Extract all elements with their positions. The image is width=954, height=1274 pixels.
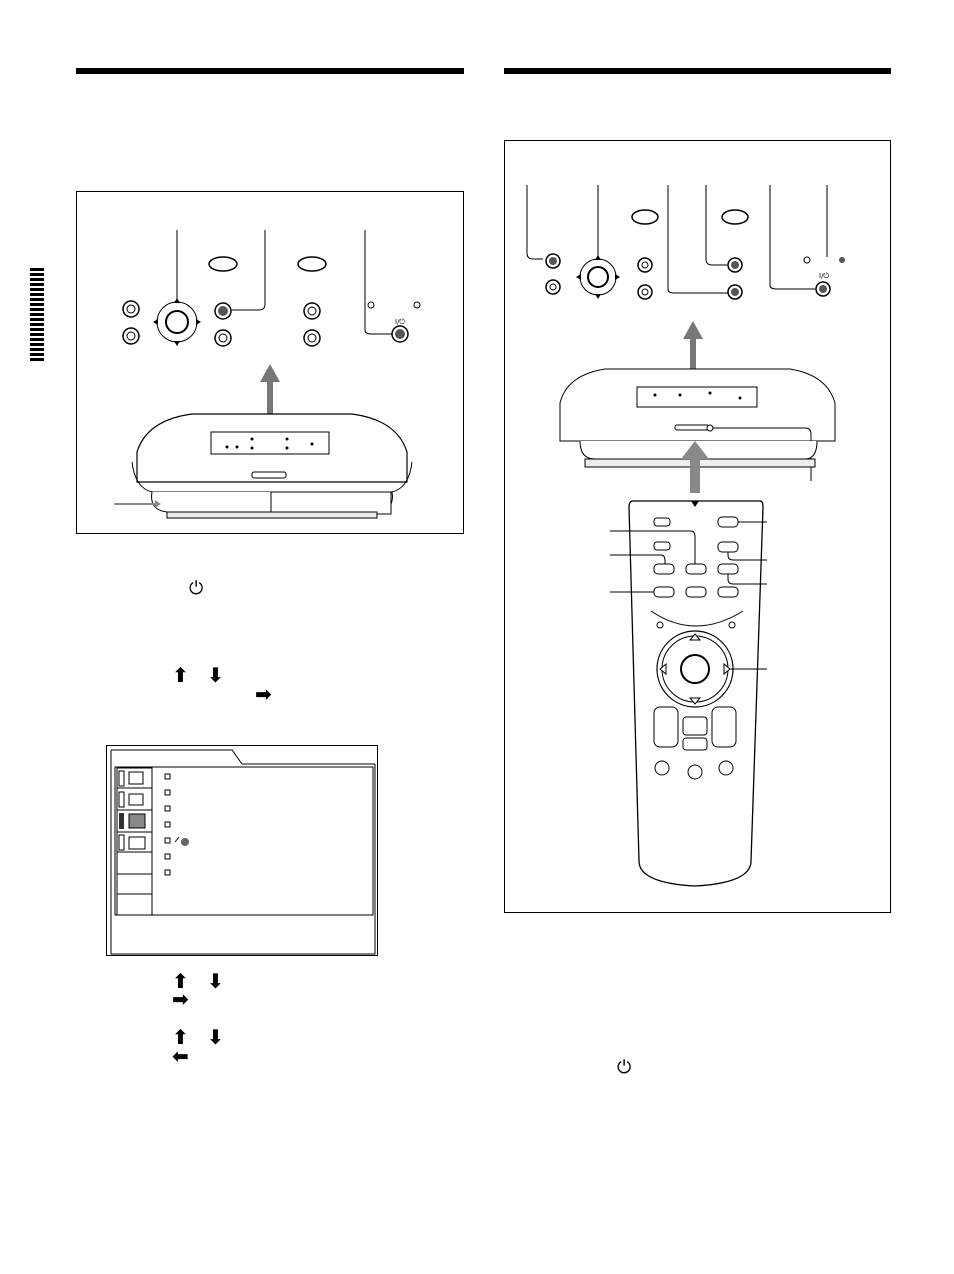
right-arrow-icon: ➡ [172,987,189,1011]
power-switch-marking: I/⏻ [819,272,829,280]
down-arrow-icon: ⬇ [207,1025,224,1049]
panel-and-remote-figure [504,140,891,913]
power-switch-marking: I/⏻ [395,318,405,326]
menu-screen-figure [106,745,378,956]
up-arrow-icon: ⬆ [172,969,189,993]
panel-and-remote-illustration [505,141,892,914]
down-arrow-icon: ⬇ [207,663,224,687]
right-arrow-icon: ➡ [255,682,272,706]
left-arrow-icon: ⬅ [172,1044,189,1068]
section-index-tab [30,268,44,362]
power-icon: ⏻ [189,578,204,599]
right-heading-rule [504,68,891,74]
left-heading-rule [76,68,464,74]
up-arrow-icon: ⬆ [172,1025,189,1049]
down-arrow-icon: ⬇ [207,969,224,993]
power-icon: ⏻ [617,1057,632,1078]
up-arrow-icon: ⬆ [172,663,189,687]
menu-screen-illustration [107,746,379,957]
control-panel-illustration [77,192,465,535]
control-panel-figure [76,191,464,534]
